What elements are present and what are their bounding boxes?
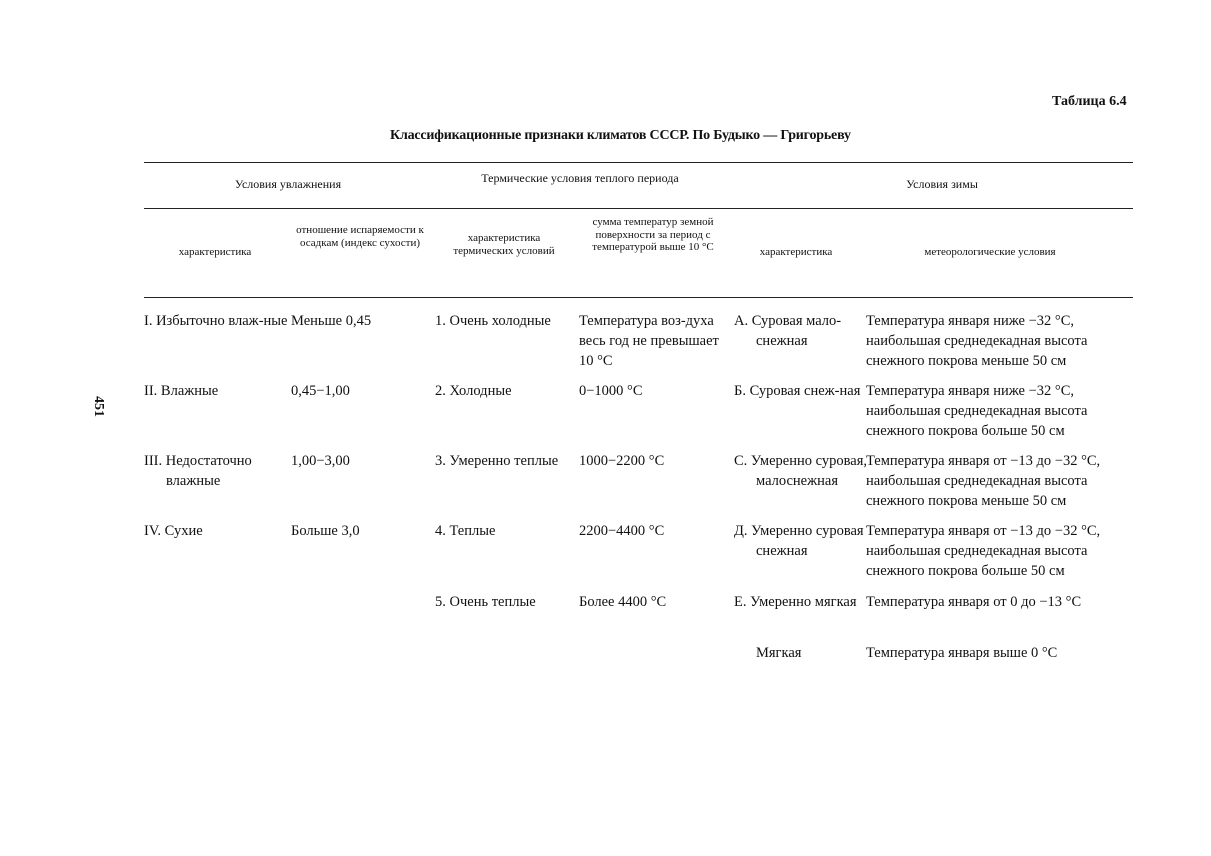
row-3-winter-conditions: Температура января от −13 до −32 °С, наибольшая среднедекадная высота снежного покрова меньше 50 см	[866, 453, 1101, 509]
subheader-temperature-sum: сумма температур земной поверхности за период с температурой выше 10 °С	[592, 216, 714, 253]
row-1-thermal: 1. Очень холодные	[435, 313, 551, 329]
row-2-thermal: 2. Холодные	[435, 383, 512, 399]
table-label: Таблица 6.4	[1052, 94, 1127, 109]
row-6-winter: Мягкая	[756, 645, 802, 661]
row-1-dryness-index: Меньше 0,45	[291, 313, 372, 329]
table-title: Классификационные признаки климатов СССР. По Будыко — Григорьеву	[390, 128, 851, 143]
row-6-winter-conditions: Температура января выше 0 °С	[866, 645, 1058, 661]
row-1-winter: А. Суровая мало-снежная	[734, 313, 842, 349]
row-2-temp-sum: 0−1000 °С	[579, 383, 643, 399]
subheader-thermal-characteristic: характеристика термических условий	[453, 232, 555, 257]
row-5-temp-sum: Более 4400 °С	[579, 594, 667, 610]
row-5-winter: Е. Умеренно мягкая	[734, 594, 857, 610]
subheader-dryness-index: отношение испаряемости к осадкам (индекс сухости)	[296, 224, 424, 249]
row-1-winter-conditions: Температура января ниже −32 °С, наибольшая среднедекадная высота снежного покрова меньше 50 см	[866, 313, 1088, 369]
row-5-winter-conditions: Температура января от 0 до −13 °С	[866, 594, 1082, 610]
row-3-winter: С. Умеренно суровая, малоснежная	[734, 453, 867, 489]
header-bottom-rule	[144, 297, 1133, 298]
subheader-moisture-characteristic: характеристика	[178, 246, 252, 258]
row-2-dryness-index: 0,45−1,00	[291, 383, 350, 399]
row-1-temp-sum: Температура воз-духа весь год не превышает 10 °С	[579, 313, 719, 369]
header-winter-group: Условия зимы	[906, 177, 978, 191]
row-4-thermal: 4. Теплые	[435, 523, 496, 539]
row-2-winter-conditions: Температура января ниже −32 °С, наибольшая среднедекадная высота снежного покрова больше 50 см	[866, 383, 1088, 439]
row-4-winter-conditions: Температура января от −13 до −32 °С, наибольшая среднедекадная высота снежного покрова больше 50 см	[866, 523, 1101, 579]
row-1-moisture: I. Избыточно влаж-ные	[144, 313, 288, 329]
row-5-thermal: 5. Очень теплые	[435, 594, 536, 610]
top-rule	[144, 162, 1133, 163]
header-moisture-group: Условия увлажнения	[234, 177, 342, 191]
subheader-meteorological-conditions: метеорологические условия	[924, 246, 1056, 258]
page-number: 451	[91, 396, 106, 417]
row-4-winter: Д. Умеренно суровая снежная	[734, 523, 864, 559]
row-3-thermal: 3. Умеренно теплые	[435, 453, 559, 469]
row-2-winter: Б. Суровая снеж-ная	[734, 383, 861, 399]
row-2-moisture: II. Влажные	[144, 383, 219, 399]
header-divider-rule	[144, 208, 1133, 209]
subheader-winter-characteristic: характеристика	[759, 246, 833, 258]
row-4-moisture: IV. Сухие	[144, 523, 203, 539]
row-4-dryness-index: Больше 3,0	[291, 523, 360, 539]
row-3-moisture: III. Недостаточно влажные	[144, 453, 252, 489]
row-4-temp-sum: 2200−4400 °С	[579, 523, 665, 539]
row-3-dryness-index: 1,00−3,00	[291, 453, 350, 469]
row-3-temp-sum: 1000−2200 °С	[579, 453, 665, 469]
header-thermal-group: Термические условия теплого периода	[481, 171, 679, 185]
